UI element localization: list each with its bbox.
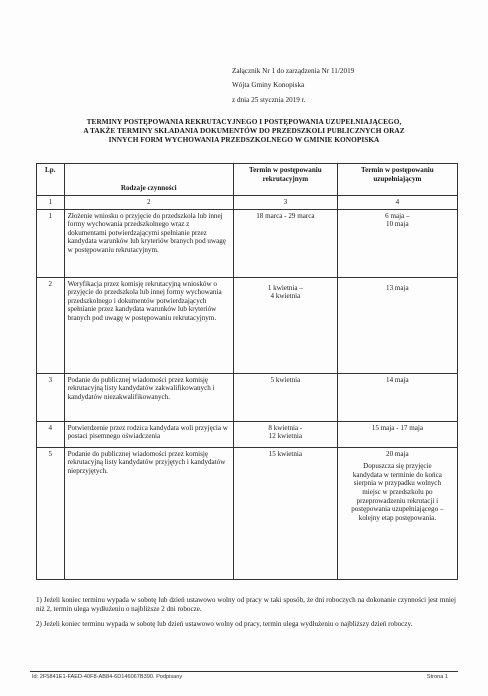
row-activity: Złożenie wniosku o przyjęcie do przedszkola lub innej formy wychowania przedszkolnego wraz z dokumentami potwierdzającymi spełnianie przez kandydata warunków lub kryteriów branych pod uwagę w postępowaniu rekrutacyjnym.: [64, 209, 233, 277]
row-recruitment-term: 5 kwietnia: [233, 373, 337, 421]
term-note: Dopuszcza się przyjęcie kandydata w terminie do końca sierpnia w przypadku wolnych miejsc w przedszkolu po przeprowadzeniu rekrutacji i postępowania uzupełniającego – kolejny etap postępowania.: [351, 462, 444, 522]
row-supplementary-term: [337, 447, 457, 579]
column-number: 3: [233, 196, 337, 210]
row-activity: Potwierdzenie przez rodzica kandydata woli przyjęcia w postaci pisemnego oświadczenia: [64, 421, 233, 447]
row-recruitment-term: [233, 421, 337, 447]
table-row: [37, 209, 458, 277]
row-recruitment-term: [233, 277, 337, 373]
term-line: 6 maja –: [385, 211, 410, 220]
row-lp: 5: [37, 447, 65, 579]
column-number: 1: [37, 196, 65, 210]
column-number: 2: [64, 196, 233, 210]
row-supplementary-term: 15 maja - 17 maja: [337, 421, 457, 447]
row-lp: 4: [37, 421, 65, 447]
row-lp: 3: [37, 373, 65, 421]
page-number: Strona 1: [426, 674, 448, 680]
header-supplementary-term: Termin w postępowaniu uzupełniającym: [337, 164, 457, 196]
term-line: 20 maja: [386, 449, 409, 458]
header-annex: Załącznik Nr 1 do zarządzenia Nr 11/2019: [232, 67, 355, 75]
header-recruitment-term: Termin w postępowaniu rekrutacyjnym: [233, 164, 337, 196]
table-row: [37, 421, 458, 447]
table-row: [37, 447, 458, 579]
title-line-3: INNYCH FORM WYCHOWANIA PRZEDSZKOLNEGO W GMINIE KONOPISKA: [108, 135, 380, 144]
term-line: 12 kwietnia: [268, 432, 303, 441]
footnote-2: 2) Jeżeli koniec terminu wypada w sobotę lub dzień ustawowo wolny od pracy, termin ulega wydłużeniu o najbliższy dzień roboczy.: [36, 620, 413, 628]
header-date: z dnia 25 stycznia 2019 r.: [232, 96, 306, 104]
row-supplementary-term: [337, 209, 457, 277]
row-supplementary-term: 13 maja: [337, 277, 457, 373]
header-lp: Lp.: [37, 164, 65, 196]
document-id: Id: 2F5841E1-FAED-40F8-AB84-6D146067B390. Podpisany: [32, 674, 183, 680]
term-line: 10 maja: [386, 220, 409, 229]
title-line-2: A TAKŻE TERMINY SKŁADANIA DOKUMENTÓW DO PRZEDSZKOLI PUBLICZNYCH ORAZ: [83, 126, 405, 135]
table-row: [37, 373, 458, 421]
term-line: 8 kwietnia -: [268, 423, 303, 432]
row-activity: Weryfikacja przez komisję rekrutacyjną wniosków o przyjęcie do przedszkola lub innej formy wychowania przedszkolnego i dokumentów potwierdzających spełnianie przez kandydata warunków lub kryteriów branych pod uwagę w postępowaniu rekrutacyjnym.: [64, 277, 233, 373]
row-activity: Podanie do publicznej wiadomości przez komisję rekrutacyjną listy kandydatów przyjętych i kandydatów nieprzyjętych.: [64, 447, 233, 579]
term-line: 4 kwietnia: [270, 292, 301, 301]
row-recruitment-term: 15 kwietnia: [233, 447, 337, 579]
row-supplementary-term: 14 maja: [337, 373, 457, 421]
column-number: 4: [337, 196, 457, 210]
term-line: 1 kwietnia –: [267, 283, 303, 292]
header-authority: Wójta Gminy Konopiska: [232, 81, 305, 89]
table-header-row: [37, 164, 458, 196]
title-line-1: TERMINY POSTĘPOWANIA REKRUTACYJNEGO I POSTĘPOWANIA UZUPEŁNIAJĄCEGO,: [86, 117, 402, 126]
schedule-table: [36, 163, 458, 580]
footnote-1: 1) Jeżeli koniec terminu wypada w sobotę lub dzień ustawowo wolny od pracy w taki sposób, że dni roboczych na dokonanie czynności jest mniej niż 2, termin ulega wydłużeniu o najbliższe 2 dni robocze.: [36, 596, 456, 613]
row-recruitment-term: 18 marca - 29 marca: [233, 209, 337, 277]
header-activity: Rodzaje czynności: [64, 164, 233, 196]
row-lp: 1: [37, 209, 65, 277]
footer-divider: [30, 671, 458, 672]
row-activity: Podanie do publicznej wiadomości przez komisję rekrutacyjną listy kandydatów zakwalifikowanych i kandydatów niezakwalifikowanych.: [64, 373, 233, 421]
table-row: [37, 277, 458, 373]
row-lp: 2: [37, 277, 65, 373]
column-number-row: [37, 196, 458, 210]
